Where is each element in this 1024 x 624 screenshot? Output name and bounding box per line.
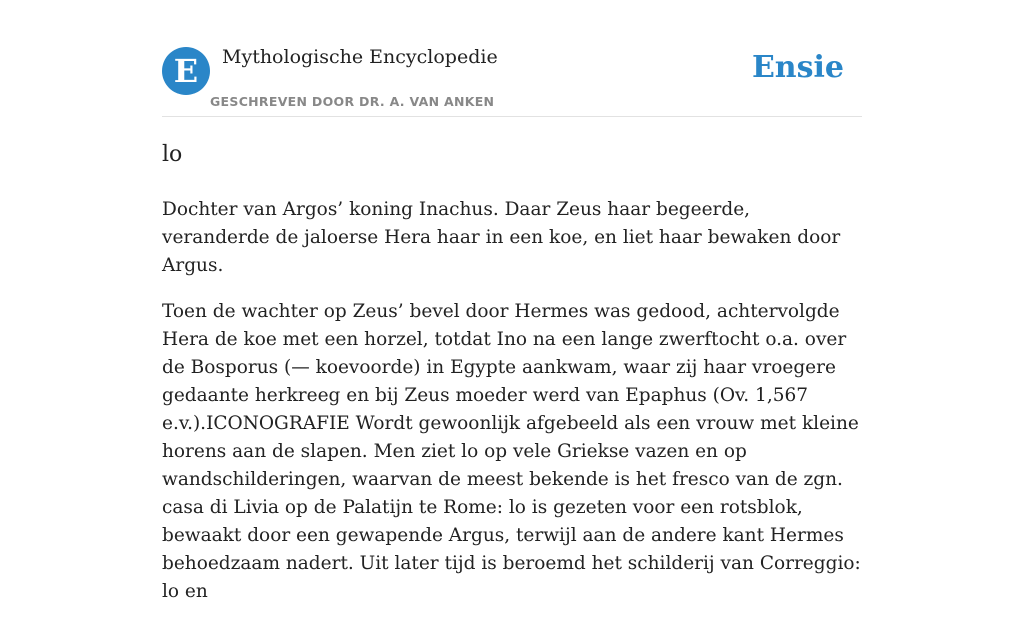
article-paragraph: Dochter van Argos’ koning Inachus. Daar Zeus haar begeerde, veranderde de jaloerse Hera haar in een koe, en liet haar bewaken door Argus.	[162, 199, 841, 276]
article-title: lo	[162, 142, 183, 167]
author-byline: GESCHREVEN DOOR DR. A. VAN ANKEN	[210, 94, 495, 109]
article-paragraph: Toen de wachter op Zeus’ bevel door Hermes was gedood, achtervolgde Hera de koe met een horzel, totdat Ino na een lange zwerftocht o.a. over de Bosporus (— koevoorde) in Egypte aankwam, waar zij haar vroegere gedaante herkreeg en bij Zeus moeder werd van Epaphus (Ov. 1,567 e.v.).ICONOGRAFIE Wordt gewoonlijk afgebeeld als een vrouw met kleine horens aan de slapen. Men ziet lo op vele Griekse vazen en op wandschilderingen, waarvan de meest bekende is het fresco van de zgn. casa di Livia op de Palatijn te Rome: lo is gezeten voor een rotsblok, bewaakt door een gewapende Argus, terwijl aan de andere kant Hermes behoedzaam nadert. Uit later tijd is beroemd het schilderij van Correggio: lo en	[162, 301, 861, 602]
site-header	[162, 44, 862, 117]
encyclopedia-title[interactable]: Mythologische Encyclopedie	[222, 46, 498, 68]
encyclopedia-logo-icon[interactable]: E	[162, 47, 210, 95]
article-content	[162, 140, 862, 624]
ensie-brand-logo[interactable]: Ensie	[751, 50, 844, 85]
